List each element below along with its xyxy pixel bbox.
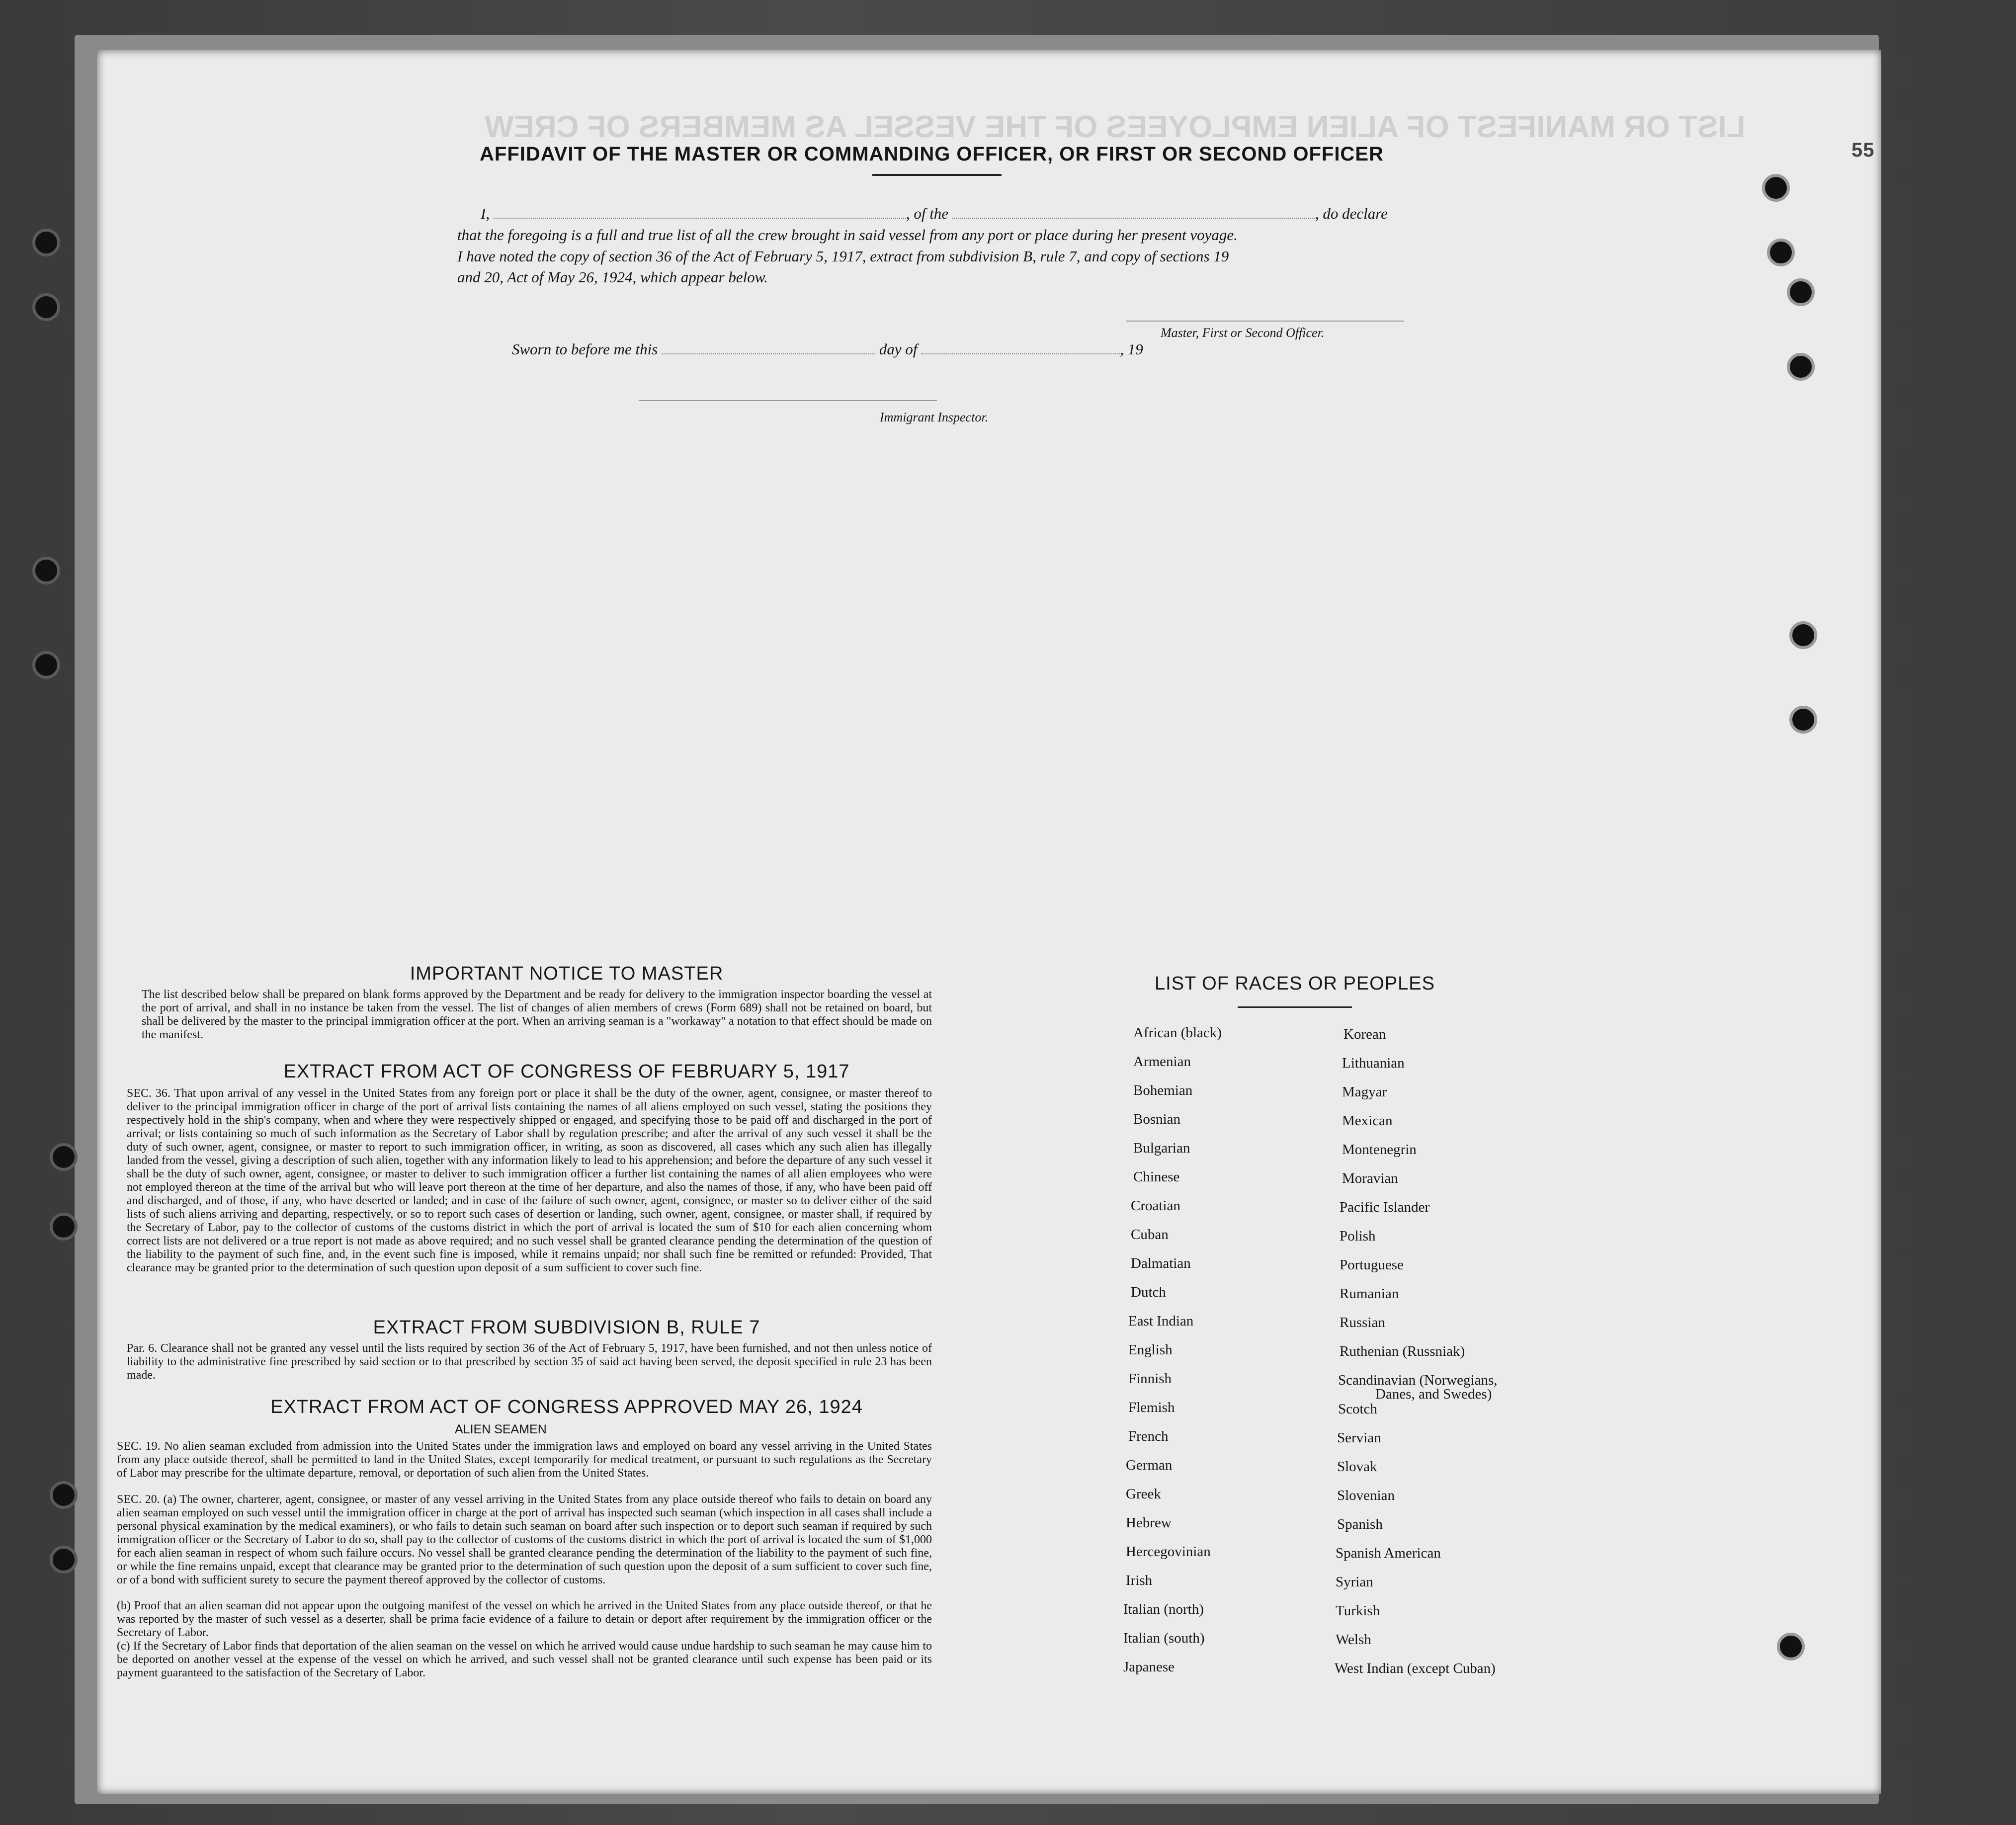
race-item: Servian xyxy=(1337,1430,1381,1446)
master-label: Master, First or Second Officer. xyxy=(1161,326,1325,340)
race-item: Moravian xyxy=(1342,1170,1398,1186)
race-item: Polish xyxy=(1340,1228,1376,1244)
race-item: Bosnian xyxy=(1133,1111,1181,1127)
affidavit-line-2: I have noted the copy of section 36 of the Act of February 5, 1917, extract from subdivision B, rule 7, and copy of sections 19 xyxy=(457,248,1229,265)
binder-hole xyxy=(1789,621,1817,649)
race-item: East Indian xyxy=(1128,1313,1194,1329)
race-item: Chinese xyxy=(1133,1169,1180,1185)
document-page xyxy=(97,50,1881,1794)
of-the-label: , of the xyxy=(906,205,949,222)
i-label: I, xyxy=(481,205,490,222)
race-item: Spanish American xyxy=(1336,1545,1441,1561)
race-item: Welsh xyxy=(1336,1632,1371,1648)
binder-hole xyxy=(1767,239,1795,266)
race-item: Mexican xyxy=(1342,1113,1393,1129)
binder-hole xyxy=(50,1213,78,1241)
race-item: West Indian (except Cuban) xyxy=(1335,1660,1496,1676)
bleed-through-heading: LIST OR MANIFEST OF ALIEN EMPLOYEES OF THE VESSEL AS MEMBERS OF CREW xyxy=(485,110,1746,144)
race-item: Danes, and Swedes) xyxy=(1375,1386,1492,1402)
title-rule xyxy=(872,174,1002,176)
binder-hole xyxy=(1787,278,1815,306)
extract-1917-text: SEC. 36. That upon arrival of any vessel in the United States from any foreign port or place it shall be the duty of the owner, agent, consignee, or master thereof to deliver to the principal immigration officer in charge of the port of arrival lists containing the names of all aliens employed on such vessel, stating the positions they respectively hold in the ship's company, when and where they were respectively shipped or engaged, and specifying those to be paid off and discharged in the port of arrival; or lists containing so much of such information as the Secretary of Labor shall by regulation prescribe; and after the arrival of any such vessel it shall be the duty of such owner, agent, consignee, or master to report to such immigration officer, in writing, as soon as discovered, all cases which any such alien has illegally landed from the vessel, giving a description of such alien, together with any information likely to lead to his apprehension; and before the departure of any such vessel it shall be the duty of such owner, agent, consignee, or master to deliver to such immigration officer a further list containing the names of all alien employees who were not employed thereon at the time of the arrival but who will leave port thereon at the time of her departure, and also the names of those, if any, who have been paid off and discharged, and of those, if any, who have deserted or landed; and in case of the failure of such owner, agent, consignee, or master so to deliver either of the said lists of such aliens arriving and departing, respectively, or so to report such cases of desertion or landing, such owner, agent, consignee, or master shall, if required by the Secretary of Labor, pay to the collector of customs of the customs district in which the port of arrival is located the sum of $10 for each alien concerning whom correct lists are not delivered or a true report is not made as above required; and no such vessel shall be granted clearance pending the determination of the question of the liability to the payment of such fine, and, in the event such fine is imposed, while it remains unpaid; nor shall such fine be remitted or refunded: Provided, That clearance may be granted prior to the determination of such question upon deposit of a sum sufficient to cover such fine. xyxy=(127,1087,932,1274)
affidavit-declaration xyxy=(481,205,1388,223)
binder-hole xyxy=(32,293,60,321)
extract-1924-title: EXTRACT FROM ACT OF CONGRESS APPROVED MAY 26, 1924 xyxy=(270,1397,863,1417)
race-item: Russian xyxy=(1340,1315,1385,1330)
race-item: German xyxy=(1126,1457,1173,1473)
race-item: Japanese xyxy=(1123,1659,1175,1675)
inspector-label: Immigrant Inspector. xyxy=(880,410,989,424)
sworn-line xyxy=(512,340,1143,358)
sec-19-text: SEC. 19. No alien seaman excluded from admission into the United States under the immigration laws and employed on board any vessel arriving in the United States from any place outside thereof, shall be permitted to land in the United States, except temporarily for medical treatment, or pursuant to such regulations as the Secretary of Labor may prescribe for the ultimate departure, removal, or deportation of such alien from the United States. xyxy=(117,1440,932,1480)
race-item: Irish xyxy=(1126,1573,1153,1588)
do-declare-label: , do declare xyxy=(1315,205,1388,222)
sec-20c-text: (c) If the Secretary of Labor finds that deportation of the alien seaman on the vessel on which he arrived would cause undue hardship to such seaman he may cause him to be deported on another vessel at the expense of the vessel on which he arrived, and such vessel shall not be granted clearance until such expense has been paid or its payment guaranteed to the satisfaction of the Secretary of Labor. xyxy=(117,1640,932,1679)
race-item: Dutch xyxy=(1131,1284,1166,1300)
race-item: African (black) xyxy=(1133,1025,1222,1041)
race-item: Hebrew xyxy=(1126,1515,1172,1531)
race-item: Spanish xyxy=(1337,1516,1383,1532)
race-item: Ruthenian (Russniak) xyxy=(1340,1343,1465,1359)
sec-20a-text: SEC. 20. (a) The owner, charterer, agent, consignee, or master of any vessel arriving in the United States from any place outside thereof who fails to detain on board any alien seaman employed on such vessel until the immigration officer in charge at the port of arrival has inspected such seaman (which inspection in all cases shall include a personal physical examination by the medical examiners), or who fails to detain such seaman on board after such inspection or to deport such seaman if required by such immigration officer or the Secretary of Labor to do so, shall pay to the collector of customs of the customs district in which the port of arrival is located the sum of $1,000 for each alien seaman in respect of whom such failure occurs. No vessel shall be granted clearance pending the determination of the liability to the payment of such fine, or while the fine remains unpaid, except that clearance may be granted prior to the determination of such question upon the deposit of a sum sufficient to cover such fine, or of a bond with sufficient surety to secure the payment thereof approved by the collector of customs. xyxy=(117,1493,932,1586)
master-signature-line[interactable] xyxy=(1126,321,1404,322)
notice-text: The list described below shall be prepared on blank forms approved by the Department and be ready for delivery to the immigration inspector boarding the vessel at the port of arrival, and shall in no instance be taken from the vessel. The list of changes of alien members of crews (Form 689) shall not be retained on board, but shall be delivered by the master to the principal immigration officer at the port. When an arriving seaman is a "workaway" a notation to that effect should be made on the manifest. xyxy=(142,988,932,1041)
race-item: Slovenian xyxy=(1337,1488,1395,1503)
extract-1917-title: EXTRACT FROM ACT OF CONGRESS OF FEBRUARY 5, 1917 xyxy=(283,1061,850,1082)
binder-hole xyxy=(1762,174,1790,202)
race-item: Magyar xyxy=(1342,1084,1387,1100)
sworn-month-field[interactable] xyxy=(921,341,1120,354)
binder-hole xyxy=(32,557,60,584)
race-item: Bulgarian xyxy=(1133,1140,1190,1156)
binder-hole xyxy=(1789,706,1817,734)
binder-hole xyxy=(32,229,60,256)
extract-1924-subtitle: ALIEN SEAMEN xyxy=(455,1422,547,1436)
race-item: Bohemian xyxy=(1133,1082,1193,1098)
race-item: Greek xyxy=(1126,1486,1161,1502)
binder-hole xyxy=(1777,1633,1805,1660)
affidavit-line-3: and 20, Act of May 26, 1924, which appear below. xyxy=(457,268,768,286)
inspector-signature-line[interactable] xyxy=(639,400,937,401)
race-item: English xyxy=(1128,1342,1173,1358)
vessel-field[interactable] xyxy=(952,206,1315,219)
race-item: Slovak xyxy=(1337,1459,1377,1475)
year-label: , 19 xyxy=(1120,340,1143,358)
name-field[interactable] xyxy=(494,206,906,219)
race-item: Scandinavian (Norwegians, xyxy=(1338,1372,1498,1388)
race-item: Korean xyxy=(1344,1026,1386,1042)
race-item: Pacific Islander xyxy=(1340,1199,1430,1215)
sec-20b-text: (b) Proof that an alien seaman did not appear upon the outgoing manifest of the vessel on which he arrived in the United States from any place outside thereof, or that he was reported by the master of such vessel as a deserter, shall be prima facie evidence of a failure to detain or deport after requirement by the immigration officer or the Secretary of Labor. xyxy=(117,1599,932,1639)
binder-hole xyxy=(50,1143,78,1171)
race-item: Finnish xyxy=(1128,1371,1172,1387)
binder-hole xyxy=(50,1481,78,1509)
race-item: Turkish xyxy=(1336,1603,1380,1619)
rule-7-text: Par. 6. Clearance shall not be granted any vessel until the lists required by section 36 of the Act of February 5, 1917, have been furnished, and not then unless notice of liability to the administrative fine prescribed by said section or to that prescribed by section 35 of said act having been served, the deposit specified in rule 23 has been made. xyxy=(127,1342,932,1382)
race-item: Syrian xyxy=(1336,1574,1373,1590)
notice-title: IMPORTANT NOTICE TO MASTER xyxy=(410,963,724,984)
race-item: Lithuanian xyxy=(1342,1055,1405,1071)
race-item: Rumanian xyxy=(1340,1286,1399,1302)
race-item: Armenian xyxy=(1133,1054,1191,1070)
race-item: Scotch xyxy=(1338,1401,1377,1417)
race-item: Montenegrin xyxy=(1342,1142,1417,1158)
race-item: French xyxy=(1128,1428,1169,1444)
race-item: Flemish xyxy=(1128,1400,1175,1415)
sworn-day-field[interactable] xyxy=(662,341,875,354)
race-item: Italian (north) xyxy=(1123,1601,1204,1617)
rule-7-title: EXTRACT FROM SUBDIVISION B, RULE 7 xyxy=(373,1317,760,1338)
race-item: Portuguese xyxy=(1340,1257,1404,1273)
affidavit-title: AFFIDAVIT OF THE MASTER OR COMMANDING OFFICER, OR FIRST OR SECOND OFFICER xyxy=(480,143,1384,165)
races-title: LIST OF RACES OR PEOPLES xyxy=(1155,973,1435,994)
page-number: 55 xyxy=(1851,139,1875,161)
binder-hole xyxy=(32,651,60,679)
sworn-label: Sworn to before me this xyxy=(512,340,658,358)
races-rule xyxy=(1238,1006,1352,1008)
race-item: Croatian xyxy=(1131,1198,1180,1214)
race-item: Hercegovinian xyxy=(1126,1544,1211,1560)
binder-hole xyxy=(1787,353,1815,381)
race-item: Cuban xyxy=(1131,1227,1169,1243)
binder-hole xyxy=(50,1546,78,1574)
race-item: Italian (south) xyxy=(1123,1630,1205,1646)
day-of-label: day of xyxy=(879,340,918,358)
race-item: Dalmatian xyxy=(1131,1255,1191,1271)
affidavit-line-1: that the foregoing is a full and true list of all the crew brought in said vessel from any port or place during her present voyage. xyxy=(457,226,1238,244)
